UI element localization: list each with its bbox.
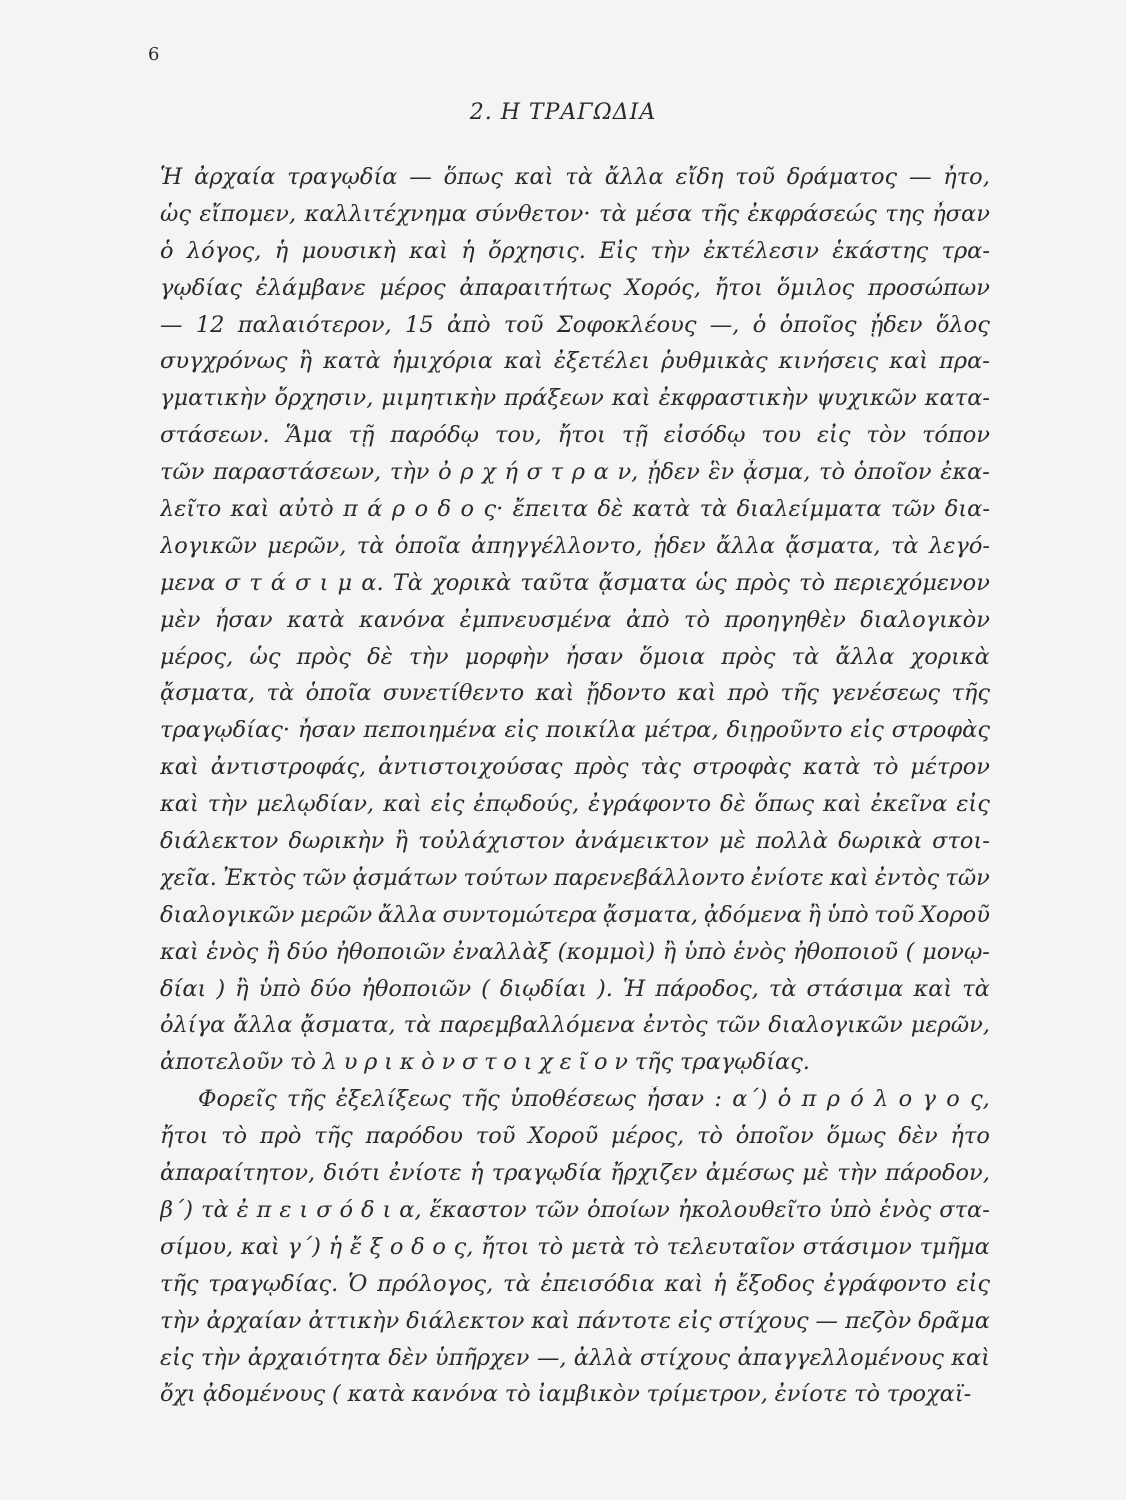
text-line: γματικὴν ὄρχησιν, μιμητικὴν πράξεων καὶ ἐκφραστικὴν ψυχικῶν κατα- [160, 385, 990, 412]
text-line: μενα σ τ ά σ ι μ α. Τὰ χορικὰ ταῦτα ᾄσματα ὡς πρὸς τὸ περιεχόμενον [160, 569, 990, 596]
text-line: τὴν ἀρχαίαν ἀττικὴν διάλεκτον καὶ πάντοτε εἰς στίχους — πεζὸν δρᾶμα [160, 1307, 990, 1334]
paragraph [160, 1086, 990, 1418]
text-line: ὄχι ᾀδομένους ( κατὰ κανόνα τὸ ἰαμβικὸν τρίμετρον, ἐνίοτε τὸ τροχαϊ- [160, 1381, 972, 1408]
text-line: χεῖα. Ἐκτὸς τῶν ᾀσμάτων τούτων παρενεβάλλοντο ἐνίοτε καὶ ἐντὸς τῶν [160, 864, 990, 891]
text-line: διαλογικῶν μερῶν ἄλλα συντομώτερα ᾄσματα, ᾀδόμενα ἢ ὑπὸ τοῦ Χοροῦ [160, 901, 990, 928]
text-line: λογικῶν μερῶν, τὰ ὁποῖα ἀπηγγέλλοντο, ᾖδεν ἄλλα ᾄσματα, τὰ λεγό- [160, 532, 990, 559]
text-line: τῆς τραγῳδίας. Ὁ πρόλογος, τὰ ἐπεισόδια καὶ ἡ ἔξοδος ἐγράφοντο εἰς [160, 1270, 990, 1297]
text-line: εἰς τὴν ἀρχαιότητα δὲν ὑπῆρχεν —, ἀλλὰ στίχους ἀπαγγελλομένους καὶ [160, 1344, 990, 1371]
text-line: Ἡ ἀρχαία τραγῳδία — ὅπως καὶ τὰ ἄλλα εἴδη τοῦ δράματος — ἦτο, [160, 164, 990, 190]
text-line: σίμου, καὶ γ΄) ἡ ἔ ξ ο δ ο ς, ἤτοι τὸ μετὰ τὸ τελευταῖον στάσιμον τμῆμα [160, 1233, 990, 1260]
text-line: τῶν παραστάσεων, τὴν ὀ ρ χ ή σ τ ρ α ν, ᾖδεν ἓν ᾆσμα, τὸ ὁποῖον ἐκα- [160, 459, 990, 486]
text-line: μέρος, ὡς πρὸς δὲ τὴν μορφὴν ἦσαν ὅμοια πρὸς τὰ ἄλλα χορικὰ [160, 643, 990, 670]
text-line: ἤτοι τὸ πρὸ τῆς παρόδου τοῦ Χοροῦ μέρος, τὸ ὁποῖον ὅμως δὲν ἦτο [160, 1123, 990, 1150]
chapter-title: 2. Η ΤΡΑΓΩΔΙΑ [469, 100, 657, 125]
text-line: — 12 παλαιότερον, 15 ἀπὸ τοῦ Σοφοκλέους —, ὁ ὁποῖος ᾖδεν ὅλος [160, 311, 990, 338]
text-line: συγχρόνως ἢ κατὰ ἡμιχόρια καὶ ἐξετέλει ῥυθμικὰς κινήσεις καὶ πρα- [160, 348, 990, 375]
text-line: δίαι ) ἢ ὑπὸ δύο ἠθοποιῶν ( διῳδίαι ). Ἡ πάροδος, τὰ στάσιμα καὶ τὰ [160, 975, 990, 1002]
text-line: τραγῳδίας· ἦσαν πεποιημένα εἰς ποικίλα μέτρα, διῃροῦντο εἰς στροφὰς [160, 717, 990, 744]
body-text [160, 164, 990, 1418]
text-line: στάσεων. Ἅμα τῇ παρόδῳ του, ἤτοι τῇ εἰσόδῳ του εἰς τὸν τόπον [160, 422, 990, 449]
text-line: ὀλίγα ἄλλα ᾄσματα, τὰ παρεμβαλλόμενα ἐντὸς τῶν διαλογικῶν μερῶν, [160, 1012, 990, 1039]
text-line: ἀπαραίτητον, διότι ἐνίοτε ἡ τραγῳδία ἤρχιζεν ἀμέσως μὲ τὴν πάροδον, [160, 1160, 990, 1187]
text-line: καὶ ἀντιστροφάς, ἀντιστοιχούσας πρὸς τὰς στροφὰς κατὰ τὸ μέτρον [160, 754, 990, 781]
text-line: β΄) τὰ ἐ π ε ι σ ό δ ι α, ἕκαστον τῶν ὁποίων ἠκολουθεῖτο ὑπὸ ἑνὸς στα- [160, 1196, 990, 1223]
text-line: καὶ τὴν μελῳδίαν, καὶ εἰς ἐπῳδούς, ἐγράφοντο δὲ ὅπως καὶ ἐκεῖνα εἰς [160, 791, 990, 818]
text-line: μὲν ἦσαν κατὰ κανόνα ἐμπνευσμένα ἀπὸ τὸ προηγηθὲν διαλογικὸν [160, 606, 990, 633]
page-number: 6 [148, 44, 160, 65]
text-line: διάλεκτον δωρικὴν ἢ τοὐλάχιστον ἀνάμεικτον μὲ πολλὰ δωρικὰ στοι- [160, 828, 990, 855]
text-line: ᾄσματα, τὰ ὁποῖα συνετίθεντο καὶ ᾔδοντο καὶ πρὸ τῆς γενέσεως τῆς [160, 680, 990, 707]
text-line: καὶ ἑνὸς ἢ δύο ἠθοποιῶν ἐναλλὰξ (κομμοὶ) ἢ ὑπὸ ἑνὸς ἠθοποιοῦ ( μονῳ- [160, 938, 990, 965]
text-line: λεῖτο καὶ αὐτὸ π ά ρ ο δ ο ς· ἔπειτα δὲ κατὰ τὰ διαλείμματα τῶν δια- [160, 496, 990, 523]
text-line: ἀποτελοῦν τὸ λ υ ρ ι κ ὸ ν σ τ ο ι χ ε ῖ ο ν τῆς τραγῳδίας. [160, 1049, 810, 1076]
text-line: ὡς εἴπομεν, καλλιτέχνημα σύνθετον· τὰ μέσα τῆς ἐκφράσεώς της ἦσαν [160, 200, 990, 227]
text-line: γῳδίας ἐλάμβανε μέρος ἀπαραιτήτως Χορός, ἤτοι ὅμιλος προσώπων [160, 274, 990, 301]
text-line: Φορεῖς τῆς ἐξελίξεως τῆς ὑποθέσεως ἦσαν : α΄) ὁ π ρ ό λ ο γ ο ς, [198, 1086, 990, 1113]
paragraph [160, 164, 990, 1086]
text-line: ὁ λόγος, ἡ μουσικὴ καὶ ἡ ὄρχησις. Εἰς τὴν ἐκτέλεσιν ἑκάστης τρα- [160, 237, 990, 264]
